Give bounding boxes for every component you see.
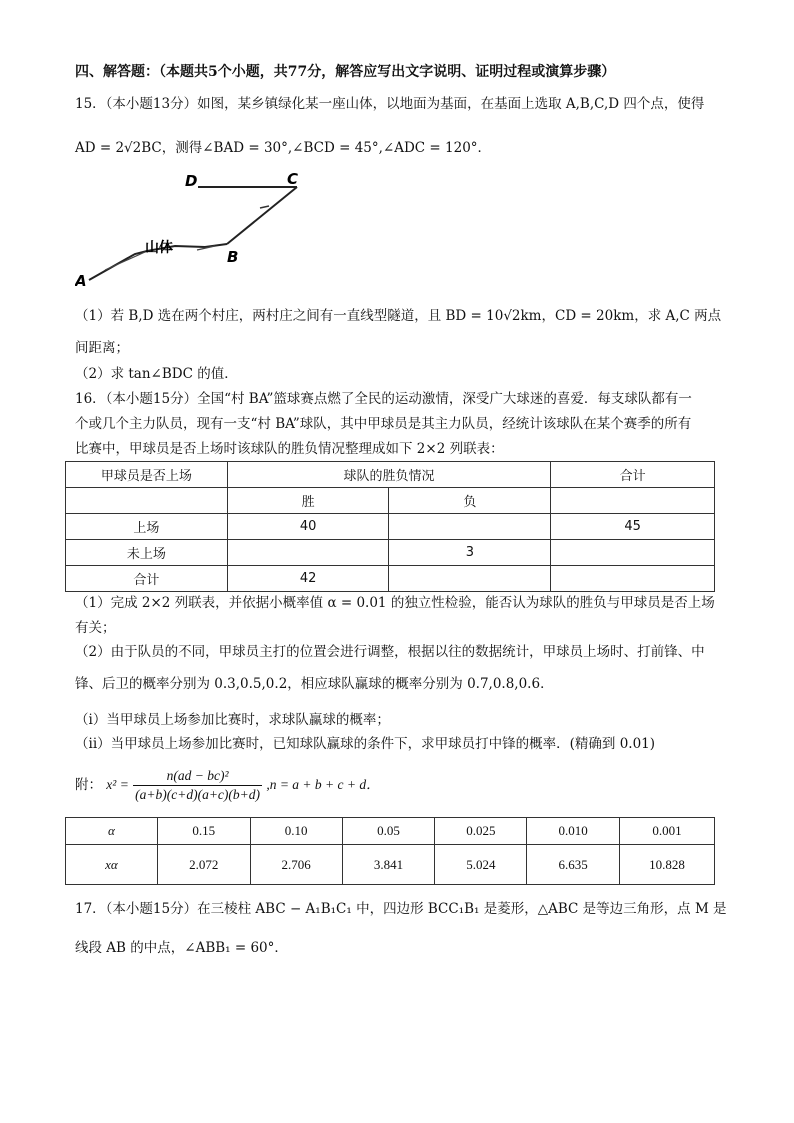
- label-d: D: [185, 172, 198, 190]
- shade-stroke: [105, 252, 145, 270]
- formula-rhs: ,n = a + b + c + d．: [266, 777, 380, 792]
- header-empty-2: [551, 488, 715, 514]
- alpha-cell: 0.001: [620, 818, 715, 845]
- row-label: 合计: [66, 566, 228, 592]
- q16-intro-3: 比赛中，甲球员是否上场时该球队的胜负情况整理成如下 2×2 列联表：: [75, 441, 504, 457]
- label-mountain: 山体: [145, 240, 173, 256]
- q16-part1-a: （1）完成 2×2 列联表，并依据小概率值 α = 0.01 的独立性检验，能否认为球队的胜负与甲球员是否上场: [75, 595, 715, 611]
- q16-part2-a: （2）由于队员的不同，甲球员主打的位置会进行调整，根据以往的数据统计，甲球员上场时、打前锋、中: [75, 644, 705, 660]
- header-player: 甲球员是否上场: [66, 462, 228, 488]
- label-b: B: [227, 248, 239, 266]
- mountain-figure: [75, 172, 335, 292]
- x-cell: 2.706: [250, 845, 342, 885]
- segment-cb: [227, 187, 297, 244]
- q16-intro-2: 个或几个主力队员，现有一支“村 BA”球队，其中甲球员是其主力队员，经统计该球队在某个赛季的所有: [75, 416, 692, 432]
- cell-total: [551, 540, 715, 566]
- q15-part1-a: （1）若 B,D 选在两个村庄，两村庄之间有一直线型隧道，且 BD = 10√2km，CD = 20km，求 A,C 两点: [75, 308, 722, 324]
- alpha-cell: 0.010: [527, 818, 620, 845]
- header-win: 胜: [227, 488, 389, 514]
- alpha-label: α: [66, 818, 158, 845]
- q16-sub-i: （i）当甲球员上场参加比赛时，求球队赢球的概率；: [75, 712, 390, 728]
- q16-intro-1: 16．（本小题15分）全国“村 BA”篮球赛点燃了全民的运动激情，深受广大球迷的喜爱．每支球队都有一: [75, 391, 692, 407]
- x-cell: 3.841: [342, 845, 435, 885]
- section-heading: 四、解答题：（本题共5个小题，共77分，解答应写出文字说明、证明过程或演算步骤）: [75, 64, 616, 80]
- formula-denominator: (a+b)(c+d)(a+c)(b+d): [135, 787, 261, 802]
- label-a: A: [75, 272, 87, 290]
- row-label: 上场: [66, 514, 228, 540]
- header-lose: 负: [389, 488, 551, 514]
- formula-numerator: n(ad − bc)²: [133, 767, 262, 786]
- q17-line-2: 线段 AB 的中点，∠ABB₁ = 60°．: [75, 940, 288, 956]
- angle-tick: [260, 206, 269, 208]
- chi-square-formula: [75, 767, 380, 804]
- formula-lhs: x² =: [106, 777, 129, 792]
- cell-lose: [389, 514, 551, 540]
- table-row: [66, 540, 715, 566]
- q15-condition: AD = 2√2BC，测得∠BAD = 30°,∠BCD = 45°,∠ADC = 120°．: [75, 140, 492, 156]
- x-cell: 6.635: [527, 845, 620, 885]
- cell-lose: [389, 566, 551, 592]
- table-row: [66, 818, 715, 845]
- cell-win: 40: [227, 514, 389, 540]
- critical-value-table: [65, 817, 715, 885]
- cell-win: 42: [227, 566, 389, 592]
- table-row: [66, 845, 715, 885]
- contingency-table: [65, 461, 715, 592]
- cell-lose: 3: [389, 540, 551, 566]
- q16-sub-ii: （ii）当甲球员上场参加比赛时，已知球队赢球的条件下，求甲球员打中锋的概率．(精确到 0.01): [75, 736, 656, 752]
- q15-part2: （2）求 tan∠BDC 的值．: [75, 366, 238, 382]
- cell-total: [551, 566, 715, 592]
- x-alpha-label: xα: [66, 845, 158, 885]
- alpha-cell: 0.05: [342, 818, 435, 845]
- cell-win: [227, 540, 389, 566]
- row-label: 未上场: [66, 540, 228, 566]
- x-cell: 10.828: [620, 845, 715, 885]
- formula-fraction: [133, 767, 262, 804]
- header-total: 合计: [551, 462, 715, 488]
- header-empty: [66, 488, 228, 514]
- q17-line-1: 17．（本小题15分）在三棱柱 ABC − A₁B₁C₁ 中，四边形 BCC₁B₁ 是菱形，△ABC 是等边三角形，点 M 是: [75, 901, 727, 917]
- appendix-label: 附：: [75, 777, 102, 793]
- alpha-cell: 0.025: [435, 818, 527, 845]
- q16-part1-b: 有关；: [75, 620, 116, 636]
- cell-total: 45: [551, 514, 715, 540]
- label-c: C: [287, 172, 299, 188]
- x-cell: 5.024: [435, 845, 527, 885]
- header-result: 球队的胜负情况: [227, 462, 550, 488]
- table-row: [66, 566, 715, 592]
- q16-part2-b: 锋、后卫的概率分别为 0.3,0.5,0.2，相应球队赢球的概率分别为 0.7,0.8,0.6．: [75, 676, 554, 692]
- alpha-cell: 0.15: [157, 818, 250, 845]
- q15-intro: 15．（本小题13分）如图，某乡镇绿化某一座山体，以地面为基面，在基面上选取 A,B,C,D 四个点，使得: [75, 96, 705, 112]
- alpha-cell: 0.10: [250, 818, 342, 845]
- x-cell: 2.072: [157, 845, 250, 885]
- table-row: [66, 514, 715, 540]
- q15-part1-b: 间距离；: [75, 340, 129, 356]
